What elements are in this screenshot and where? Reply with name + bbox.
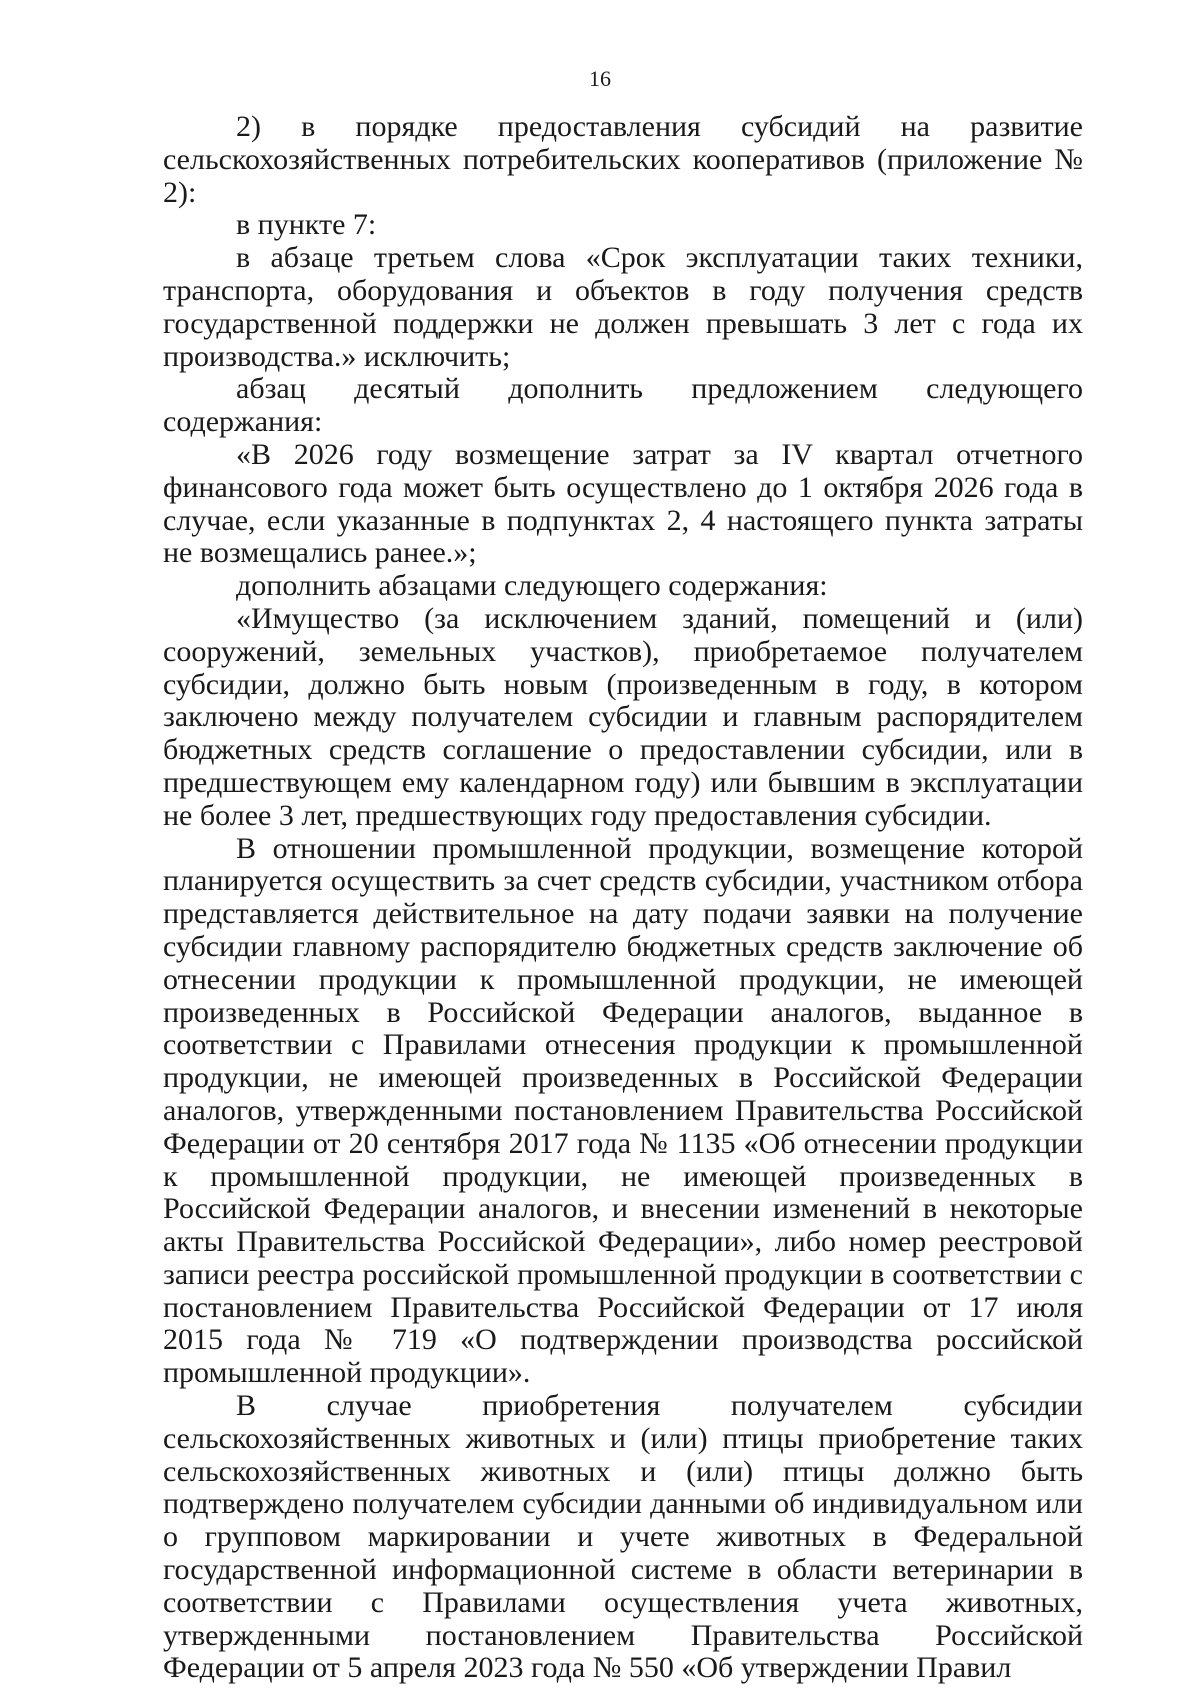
page-number: 16 xyxy=(589,66,611,91)
paragraph-tenth-abzac: абзац десятый дополнить предложением следующего содержания: xyxy=(163,372,1083,439)
paragraph-property: «Имущество (за исключением зданий, помещений и (или) сооружений, земельных участков), приобретаемое получателем субсидии, должно быть новым (произведенным в году, в котором заключено между получателем субсидии и главным распорядителем бюджетных средств соглашение о предоставлении субсидии, или в предшествующем ему календарном году) или бывшим в эксплуатации не более 3 лет, предшествующих году предоставления субсидии. xyxy=(163,601,1083,832)
paragraph-third-abzac: в абзаце третьем слова «Срок эксплуатации таких техники, транспорта, оборудования и объектов в году получения средств государственной поддержки не должен превышать 3 лет с года их производства.» исключить; xyxy=(163,241,1083,373)
paragraph-animals: В случае приобретения получателем субсидии сельскохозяйственных животных и (или) птицы приобретение таких сельскохозяйственных животных и (или) птицы должно быть подтверждено получателем субсидии данными об индивидуальном или о групповом маркировании и учете животных в Федеральной государственной информационной системе в области ветеринарии в соответствии с Правилами осуществления учета животных, утвержденными постановлением Правительства Российской Федерации от 5 апреля 2023 года № 550 «Об утверждении Правил xyxy=(163,1389,1083,1685)
paragraph-point-7: в пункте 7: xyxy=(236,208,377,242)
paragraph-2026-compensation: «В 2026 году возмещение затрат за IV квартал отчетного финансового года может быть осуществлено до 1 октября 2026 года в случае, если указанные в подпунктах 2, 4 настоящего пункта затраты не возмещались ранее.»; xyxy=(163,437,1083,570)
document-body xyxy=(163,111,1083,1685)
paragraph-add-abzacs: дополнить абзацами следующего содержания: xyxy=(236,569,828,603)
paragraph-item-2: 2) в порядке предоставления субсидий на развитие сельскохозяйственных потребительских кооперативов (приложение № 2): xyxy=(163,110,1083,209)
paragraph-industrial-products: В отношении промышленной продукции, возмещение которой планируется осуществить за счет средств субсидии, участником отбора представляется действительное на дату подачи заявки на получение субсидии главному распорядителю бюджетных средств заключение об отнесении продукции к промышленной продукции, не имеющей произведенных в Российской Федерации аналогов, выданное в соответствии с Правилами отнесения продукции к промышленной продукции, не имеющей произведенных в Российской Федерации аналогов, утвержденными постановлением Правительства Российской Федерации от 20 сентября 2017 года № 1135 «Об отнесении продукции к промышленной продукции, не имеющей произведенных в Российской Федерации аналогов, и внесении изменений в некоторые акты Правительства Российской Федерации», либо номер реестровой записи реестра российской промышленной продукции в соответствии с постановлением Правительства Российской Федерации от 17 июля 2015 года № 719 «О подтверждении производства российской промышленной продукции». xyxy=(163,831,1083,1390)
